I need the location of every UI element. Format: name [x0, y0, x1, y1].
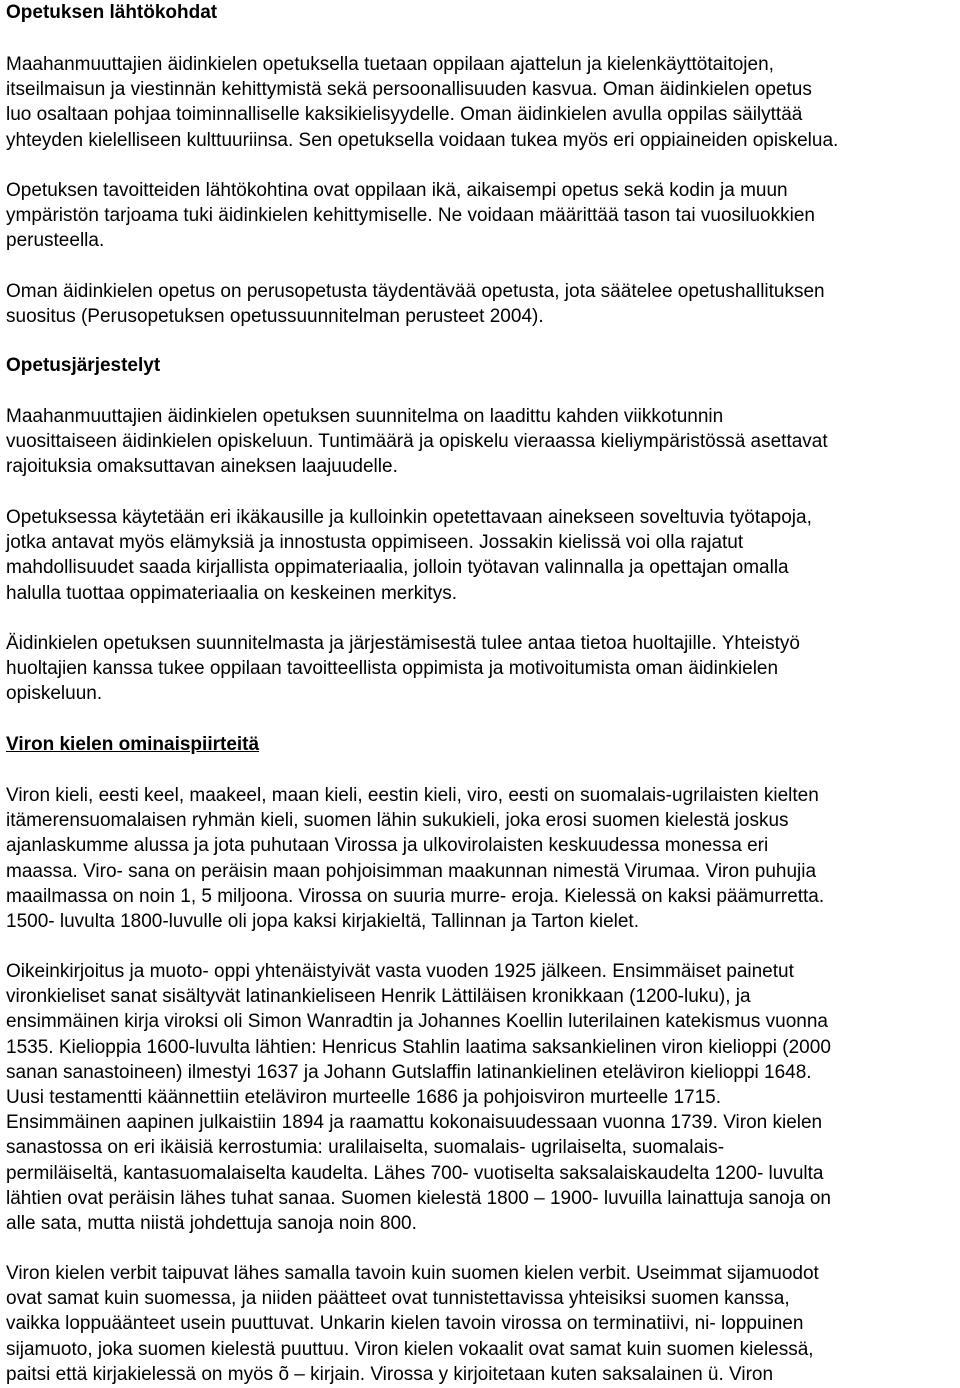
paragraph: Viron kieli, eesti keel, maakeel, maan kieli, eestin kieli, viro, eesti on suomalais-ugrilaisten kielten itämerensuomalaisen ryhmän kieli, suomen lähin sukukieli, joka erosi suomen kielestä joskus ajanlaskumme alussa ja jota puhutaan Virossa ja ulkovirolaisten keskuudessa monessa eri maassa. Viro- sana on peräisin maan pohjoisimman maakunnan nimestä Virumaa. Viron puhujia maailmassa on noin 1, 5 miljoona. Virossa on suuria murre- eroja. Kielessä on kaksi päämurretta. 1500- luvulta 1800-luvulle oli jopa kaksi kirjakieltä, Tallinnan ja Tarton kielet. — [6, 785, 825, 933]
section-heading: Opetuksen lähtökohdat — [6, 2, 218, 23]
paragraph: Opetuksen tavoitteiden lähtökohtina ovat oppilaan ikä, aikaisempi opetus sekä kodin ja muun ympäristön tarjoama tuki äidinkielen kehittymiselle. Ne voidaan määrittää tason tai vuosiluokkien perusteella. — [6, 180, 815, 252]
paragraph: Äidinkielen opetuksen suunnitelmasta ja järjestämisestä tulee antaa tietoa huoltajille. Yhteistyö huoltajien kanssa tukee oppilaan tavoitteellista oppimista ja motivoitumista oman äidinkielen opiskeluun. — [6, 633, 800, 705]
paragraph: Oikeinkirjoitus ja muoto- oppi yhtenäistyivät vasta vuoden 1925 jälkeen. Ensimmäiset painetut vironkieliset sanat sisältyvät latinankieliseen Henrik Lättiläisen kronikkaan (1200-luku), ja ensimmäinen kirja viroksi oli Simon Wanradtin ja Johannes Koellin luterilainen katekismus vuonna 1535. Kielioppia 1600-luvulta lähtien: Henricus Stahlin laatima saksankielinen viron kielioppi (2000 sanan sanastoineen) ilmestyi 1637 ja Johann Gutslaffin latinankielinen eteläviron kielioppi 1648. Uusi testamentti käännettiin eteläviron murteelle 1686 ja pohjoisviron murteelle 1715. Ensimmäinen aapinen julkaistiin 1894 ja raamattu kokonaisuudessaan vuonna 1739. Viron kielen sanastossa on eri ikäisiä kerrostumia: uralilaiselta, suomalais- ugrilaiselta, suomalais- permiläiseltä, kantasuomalaiselta kaudelta. Lähes 700- vuotiselta saksalaiskaudelta 1200- luvulta lähtien ovat peräisin lähes tuhat sanaa. Suomen kielestä 1800 – 1900- luvuilla lainattuja sanoja on alle sata, mutta niistä johdettuja sanoja noin 800. — [6, 961, 831, 1235]
section-heading: Viron kielen ominaispiirteitä — [6, 734, 260, 755]
paragraph: Maahanmuuttajien äidinkielen opetuksella tuetaan oppilaan ajattelun ja kielenkäyttötaitojen, itseilmaisun ja viestinnän kehittymistä sekä persoonallisuuden kasvua. Oman äidinkielen opetus luo osaltaan pohjaa toiminnalliselle kaksikielisyydelle. Oman äidinkielen avulla oppilas säilyttää yhteyden kielelliseen kulttuuriinsa. Sen opetuksella voidaan tukea myös eri oppiaineiden opiskelua. — [6, 54, 839, 151]
paragraph: Oman äidinkielen opetus on perusopetusta täydentävää opetusta, jota säätelee opetushallituksen suositus (Perusopetuksen opetussuunnitelman perusteet 2004). — [6, 281, 825, 328]
paragraph: Viron kielen verbit taipuvat lähes samalla tavoin kuin suomen kielen verbit. Useimmat sijamuodot ovat samat kuin suomessa, ja niiden päätteet ovat tunnistettavissa yhteisiksi suomen kanssa, vaikka loppuäänteet usein puuttuvat. Unkarin kielen tavoin virossa on terminatiivi, ni- loppuinen sijamuoto, joka suomen kielestä puuttuu. Viron kielen vokaalit ovat samat kuin suomen kielessä, paitsi että kirjakielessä on myös õ – kirjain. Virossa y kirjoitetaan kuten saksalainen ü. Viron — [6, 1263, 819, 1385]
section-heading: Opetusjärjestelyt — [6, 355, 161, 376]
paragraph: Opetuksessa käytetään eri ikäkausille ja kulloinkin opetettavaan ainekseen soveltuvia työtapoja, jotka antavat myös elämyksiä ja innostusta oppimiseen. Jossakin kielissä voi olla rajatut mahdollisuudet saada kirjallista oppimateriaalia, jolloin työtavan valinnalla ja opettajan omalla halulla tuottaa oppimateriaalia on keskeinen merkitys. — [6, 507, 812, 604]
paragraph: Maahanmuuttajien äidinkielen opetuksen suunnitelma on laadittu kahden viikkotunnin vuosittaiseen äidinkielen opiskeluun. Tuntimäärä ja opiskelu vieraassa kieliympäristössä asettavat rajoituksia omaksuttavan aineksen laajuudelle. — [6, 406, 828, 478]
